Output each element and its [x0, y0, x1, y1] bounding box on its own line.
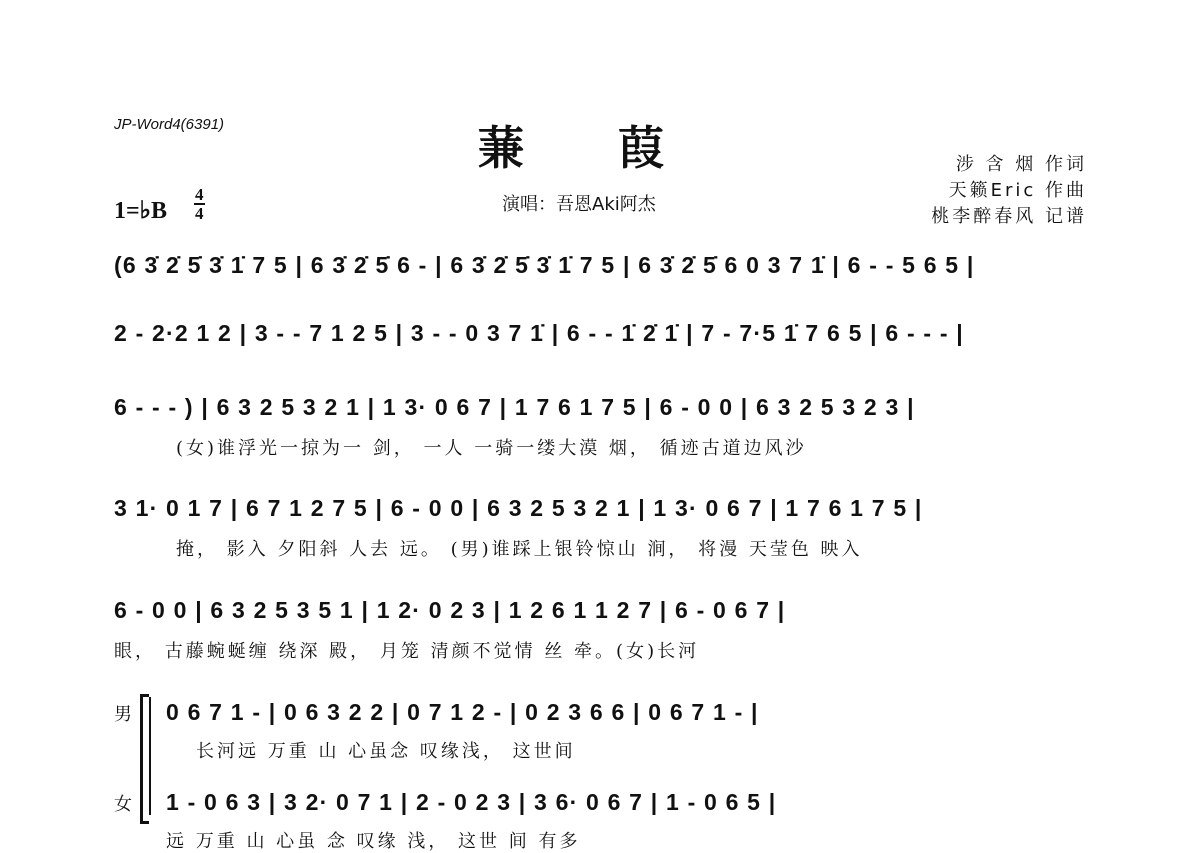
key-signature: 1=♭B	[114, 198, 168, 224]
score-row-2-notes: 2 - 2·2 1 2 | 3 - - 7 1 2 5 | 3 - - 0 3 7 1̇ | 6 - - 1̇ 2̇ 1̇ | 7 - 7·5 1̇ 7 6 5 | 6 - - - |	[114, 320, 964, 346]
time-signature	[194, 186, 205, 222]
transcriber-credit: 桃李醉春风 记谱	[931, 206, 1087, 227]
composer-credit: 天籁Eric 作曲	[948, 180, 1087, 201]
male-part-notes: 0 6 7 1 - | 0 6 3 2 2 | 0 7 1 2 - | 0 2 3 6 6 | 0 6 7 1 - |	[166, 699, 759, 725]
time-signature-denominator: 4	[195, 204, 204, 223]
female-part-notes: 1 - 0 6 3 | 3 2· 0 7 1 | 2 - 0 2 3 | 3 6· 0 6 7 | 1 - 0 6 5 |	[166, 789, 777, 815]
score-row-4-notes: 3 1· 0 1 7 | 6 7 1 2 7 5 | 6 - 0 0 | 6 3 2 5 3 2 1 | 1 3· 0 6 7 | 1 7 6 1 7 5 |	[114, 495, 923, 521]
page-title: 蒹葭	[478, 121, 758, 175]
software-watermark: JP-Word4(6391)	[114, 116, 225, 133]
score-row-1-notes: (6 3̇ 2̇ 5̇ 3̇ 1̇ 7 5 | 6 3̇ 2̇ 5̇ 6 - | 6 3̇ 2̇ 5̇ 3̇ 1̇ 7 5 | 6 3̇ 2̇ 5̇ 6 0 3 7 1̇ | 6 - - 5 6 5 |	[114, 252, 975, 278]
score-row-5-notes: 6 - 0 0 | 6 3 2 5 3 5 1 | 1 2· 0 2 3 | 1 2 6 1 1 2 7 | 6 - 0 6 7 |	[114, 597, 786, 623]
male-part-label: 男	[114, 704, 132, 725]
female-part-label: 女	[114, 794, 132, 815]
score-row-3-lyrics: (女)谁浮光一掠为一 剑， 一人 一骑一缕大漠 烟， 循迹古道边风沙	[176, 438, 807, 459]
male-part-lyrics: 长河远 万重 山 心虽念 叹缘浅， 这世间	[196, 741, 576, 762]
lyricist-credit: 涉 含 烟 作词	[955, 154, 1087, 175]
duet-bracket-inner-line	[149, 697, 151, 815]
duet-bracket	[140, 694, 149, 824]
singer-credit: 演唱：吾恩Aki阿杰	[502, 194, 656, 215]
score-row-5-lyrics: 眼， 古藤蜿蜒缠 绕深 殿， 月笼 清颜不觉情 丝 牵。(女)长河	[114, 641, 700, 662]
female-part-lyrics: 远 万重 山 心虽 念 叹缘 浅， 这世 间 有多	[166, 831, 581, 852]
score-row-4-lyrics: 掩， 影入 夕阳斜 人去 远。 (男)谁踩上银铃惊山 涧， 将漫 天莹色 映入	[176, 539, 863, 560]
time-signature-numerator: 4	[195, 185, 204, 204]
score-row-3-notes: 6 - - - ) | 6 3 2 5 3 2 1 | 1 3· 0 6 7 | 1 7 6 1 7 5 | 6 - 0 0 | 6 3 2 5 3 2 3 |	[114, 394, 915, 420]
